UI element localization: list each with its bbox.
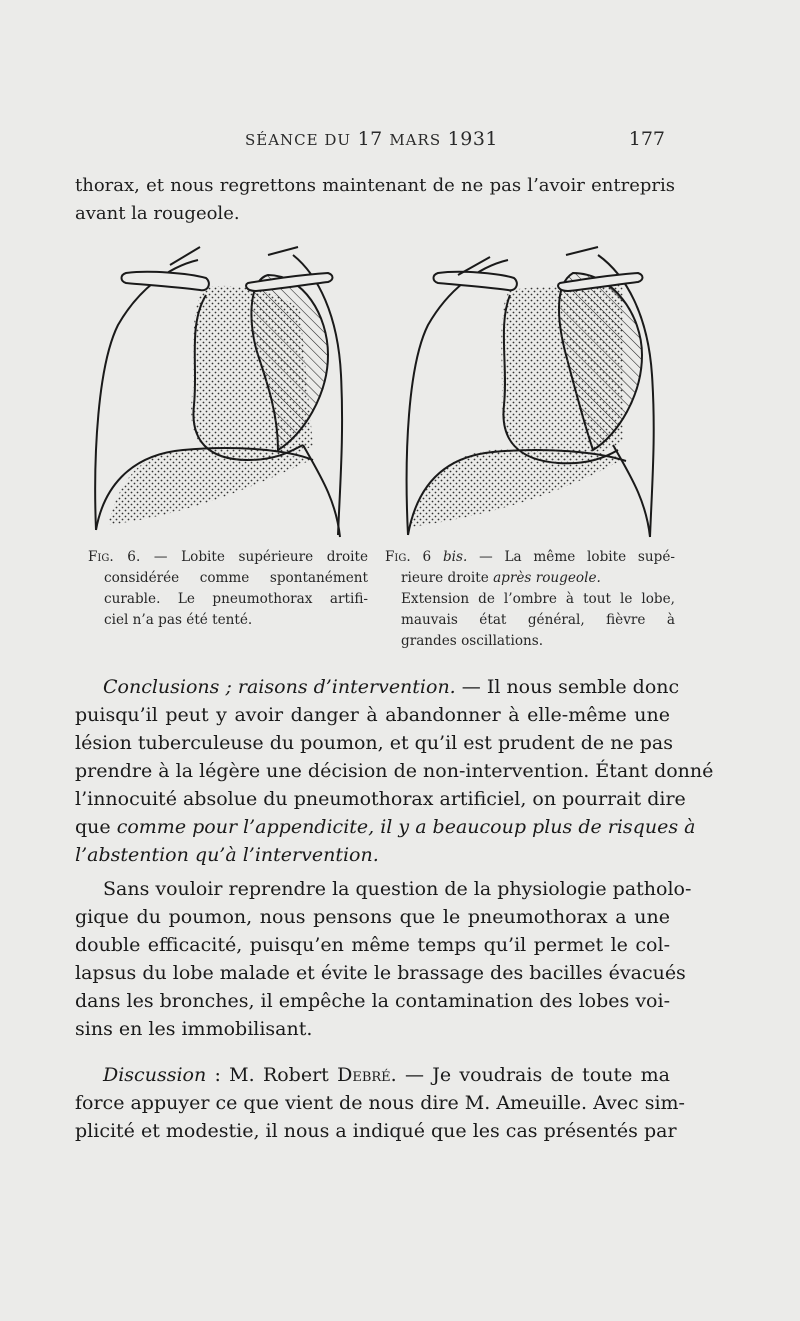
- paragraph-line: puisqu’il peut y avoir danger à abandonner à elle-même une: [75, 704, 670, 726]
- caption-italic: après rougeole.: [493, 570, 601, 586]
- rib-stroke-right: [268, 247, 298, 255]
- caption-line: [88, 547, 368, 568]
- figure-6-bis-caption: [385, 547, 675, 652]
- caption-line: [385, 547, 675, 568]
- paragraph-line: double efficacité, puisqu’en même temps qu’il permet le col-: [75, 934, 670, 956]
- paragraph-text: — Je voudrais de toute ma: [404, 1064, 670, 1086]
- paragraph-line: gique du poumon, nous pensons que le pneumothorax a une: [75, 906, 670, 928]
- figure-label: Fig. 6: [385, 549, 432, 565]
- conclusions-paragraph: [75, 673, 714, 869]
- section-heading: Discussion: [103, 1064, 207, 1086]
- paragraph-line: Sans vouloir reprendre la question de la physiologie patholo-: [103, 878, 692, 900]
- caption-text: rieure droite: [401, 570, 489, 586]
- rib-stroke-left: [170, 247, 200, 265]
- paragraph-line: l’abstention qu’à l’intervention.: [75, 844, 379, 866]
- caption-line: Extension de l’ombre à tout le lobe,: [401, 591, 675, 607]
- paragraph-text: que: [75, 816, 111, 838]
- paragraph-text: — Il nous semble donc: [461, 676, 680, 698]
- rib-stroke-right: [566, 247, 598, 255]
- section-heading: Conclusions ; raisons d’intervention.: [103, 676, 456, 698]
- caption-text: — La même lobite supé-: [479, 549, 675, 565]
- figure-6-bis-diagram: [398, 245, 668, 545]
- running-header: [75, 128, 665, 158]
- caption-line: considérée comme spontanément: [104, 570, 368, 586]
- clavicle-left: [434, 272, 517, 290]
- intro-text: [75, 172, 675, 228]
- paragraph-line: lapsus du lobe malade et évite le brassage des bacilles évacués: [75, 962, 686, 984]
- physiology-paragraph: [75, 875, 692, 1043]
- caption-line: grandes oscillations.: [401, 633, 544, 649]
- caption-line: curable. Le pneumothorax artifi-: [104, 591, 368, 607]
- paragraph-line: lésion tuberculeuse du poumon, et qu’il est prudent de ne pas: [75, 732, 673, 754]
- paragraph-italic: comme pour l’appendicite, il y a beaucoup plus de risques à: [116, 816, 696, 838]
- paragraph-line: [75, 813, 696, 841]
- caption-line: ciel n’a pas été tenté.: [104, 612, 253, 628]
- speaker-name: Debré.: [337, 1064, 397, 1086]
- header-year: 1931: [447, 128, 498, 150]
- figure-6-diagram: [88, 245, 358, 545]
- paragraph-line: [75, 1061, 670, 1089]
- paragraph-line: force appuyer ce que vient de nous dire M. Ameuille. Avec sim-: [75, 1092, 685, 1114]
- figure-label: Fig. 6.: [88, 549, 141, 565]
- caption-text: — Lobite supérieure droite: [153, 549, 369, 565]
- header-month: MARS: [389, 131, 442, 149]
- paragraph-line: [75, 673, 680, 701]
- page-number: 177: [628, 128, 665, 150]
- figure-label-italic: bis.: [442, 549, 468, 565]
- caption-line: mauvais état général, fièvre à: [401, 612, 675, 628]
- paragraph-line: l’innocuité absolue du pneumothorax artificiel, on pourrait dire: [75, 788, 686, 810]
- paragraph-line: prendre à la légère une décision de non-intervention. Étant donné: [75, 760, 714, 782]
- paragraph-line: sins en les immobilisant.: [75, 1018, 313, 1040]
- dotted-base-region: [108, 450, 313, 525]
- clavicle-left: [122, 272, 209, 290]
- discussion-paragraph: [75, 1061, 685, 1145]
- header-session-label: SÉANCE DU: [245, 131, 352, 149]
- paragraph-line: dans les bronches, il empêche la contamination des lobes voi-: [75, 990, 670, 1012]
- intro-line: thorax, et nous regrettons maintenant de ne pas l’avoir entrepris: [75, 175, 675, 196]
- paragraph-line: plicité et modestie, il nous a indiqué que les cas présentés par: [75, 1120, 677, 1142]
- lung-diagram-right: [398, 245, 668, 545]
- caption-line: [385, 568, 675, 589]
- paragraph-text: : M. Robert: [214, 1064, 329, 1086]
- header-title: [245, 128, 498, 150]
- figure-6-caption: [88, 547, 368, 631]
- header-day: 17: [357, 128, 383, 150]
- lung-diagram-left: [88, 245, 358, 545]
- intro-line: avant la rougeole.: [75, 203, 240, 224]
